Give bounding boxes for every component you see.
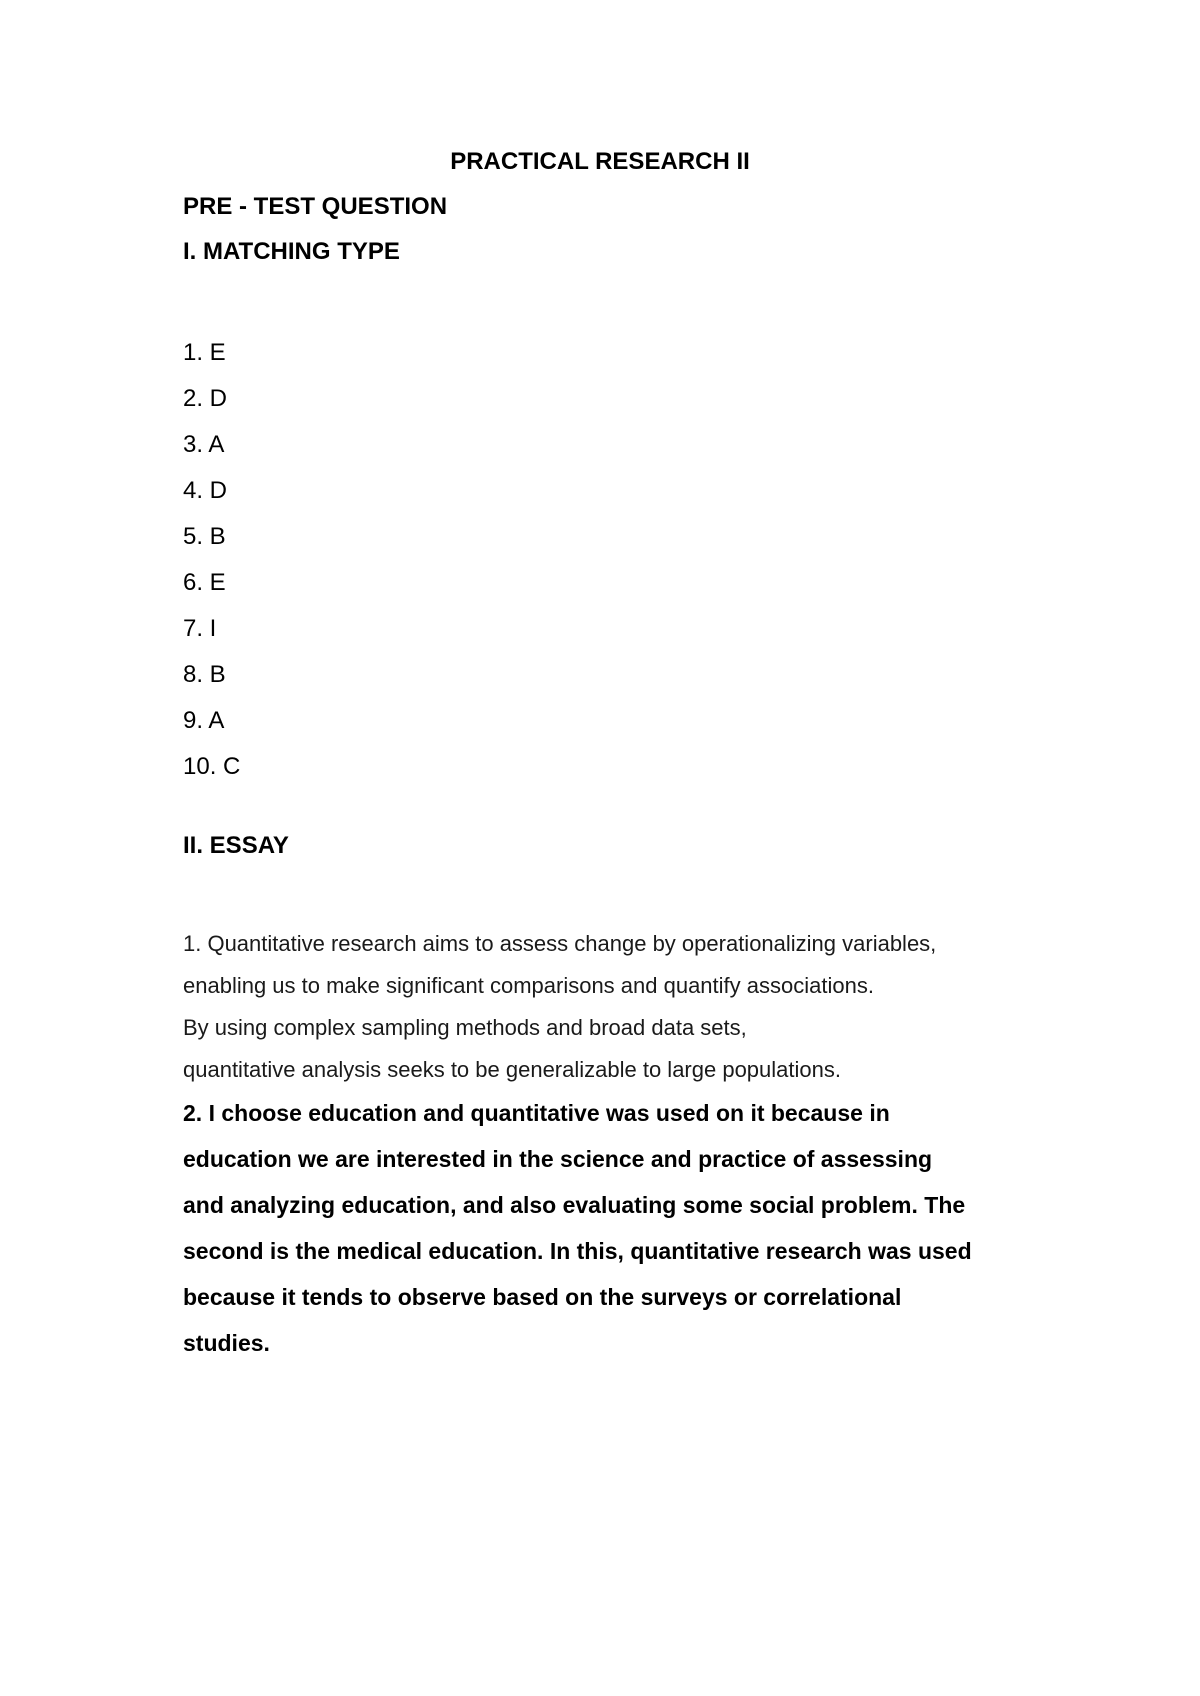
paragraph-line: studies. — [183, 1330, 270, 1356]
paragraph-line: By using complex sampling methods and broad data sets, — [183, 1015, 747, 1040]
paragraph-line: and analyzing education, and also evaluating some social problem. The — [183, 1192, 966, 1218]
list-item: 10. C — [183, 753, 241, 780]
paragraph-line: 2. I choose education and quantitative was used on it because in — [183, 1100, 890, 1126]
list-item: 3. A — [183, 431, 225, 458]
document-title: PRACTICAL RESEARCH II — [450, 148, 750, 175]
list-item: 9. A — [183, 707, 225, 734]
document-subtitle: PRE - TEST QUESTION — [183, 193, 448, 220]
list-item: 2. D — [183, 385, 228, 412]
section-heading-essay: II. ESSAY — [183, 832, 289, 859]
matching-answer-list — [183, 330, 240, 790]
list-item: 4. D — [183, 477, 228, 504]
list-item: 6. E — [183, 569, 226, 596]
essay-answer-1 — [183, 923, 1043, 1091]
paragraph-line: quantitative analysis seeks to be generalizable to large populations. — [183, 1057, 841, 1082]
paragraph-line: enabling us to make significant comparisons and quantify associations. — [183, 973, 874, 998]
essay-answer-2 — [183, 1090, 1043, 1366]
list-item: 5. B — [183, 523, 226, 550]
section-heading-matching: I. MATCHING TYPE — [183, 238, 400, 265]
paragraph-line: second is the medical education. In this, quantitative research was used — [183, 1238, 972, 1264]
list-item: 1. E — [183, 339, 226, 366]
paragraph-line: education we are interested in the science and practice of assessing — [183, 1146, 933, 1172]
list-item: 7. I — [183, 615, 217, 642]
list-item: 8. B — [183, 661, 226, 688]
paragraph-line: because it tends to observe based on the surveys or correlational — [183, 1284, 902, 1310]
paragraph-line: 1. Quantitative research aims to assess change by operationalizing variables, — [183, 931, 937, 956]
